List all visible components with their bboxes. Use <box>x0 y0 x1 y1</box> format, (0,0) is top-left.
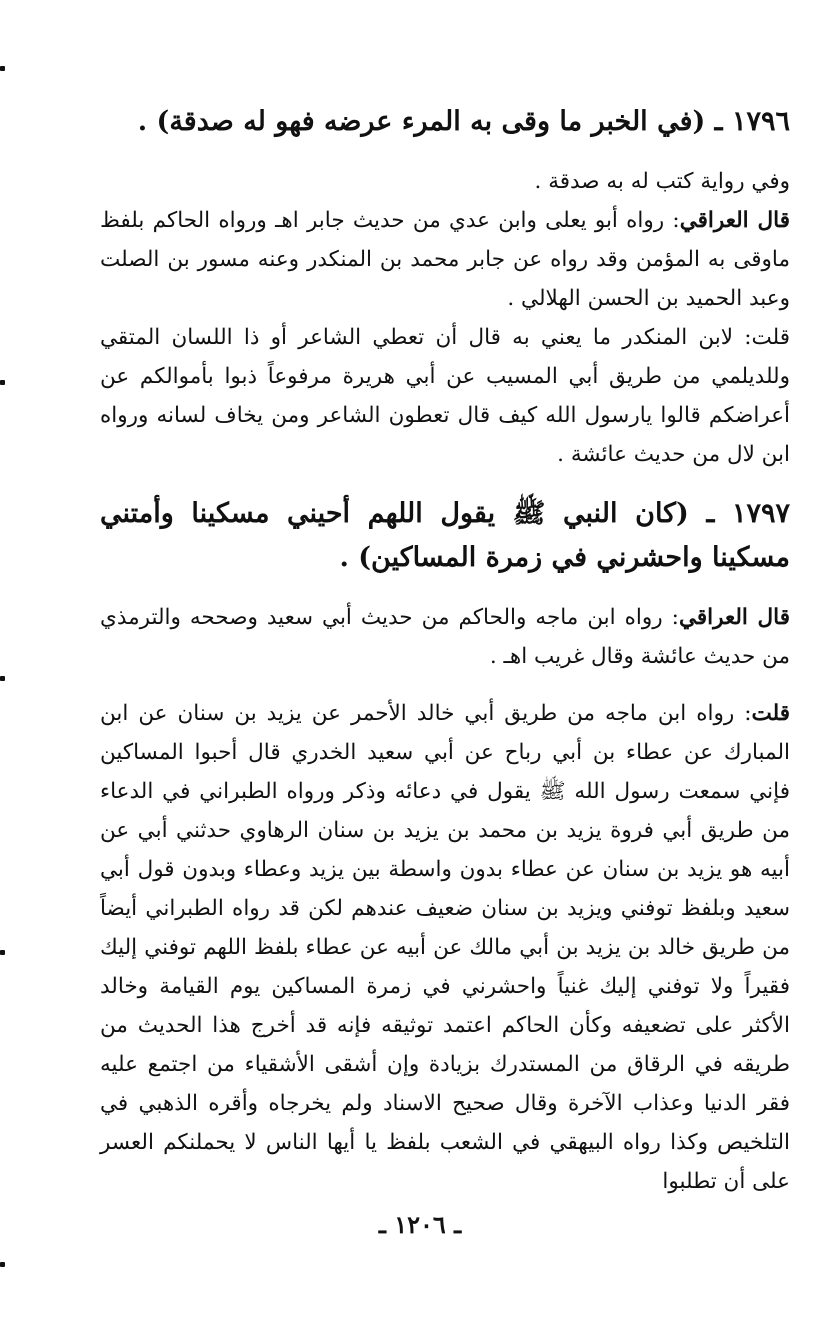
entry-number: ١٧٩٦ <box>731 106 790 137</box>
scan-mark <box>0 676 5 681</box>
paragraph-text: : رواه ابن ماجه والحاكم من حديث أبي سعيد وصححه والترمذي من حديث عائشة وقال غريب اهـ . <box>100 605 790 669</box>
paragraph-text: : رواه أبو يعلى وابن عدي من حديث جابر اهـ ورواه الحاكم بلفظ ماوقى به المؤمن وقد رواه عن جابر محمد بن المنكدر وعنه مسور بن الصلت وعبد الحميد بن الحسن الهلالي . <box>100 208 790 311</box>
paragraph-text: : رواه ابن ماجه من طريق أبي خالد الأحمر عن يزيد بن سنان عن ابن المبارك عن عطاء بن أبي رباح عن أبي سعيد الخدري قال أحبوا المساكين فإني سمعت رسول الله ﷺ يقول في دعائه وذكر ورواه الطبراني في الدعاء من طريق أبي فروة يزيد بن محمد بن يزيد بن سنان الرهاوي حدثني أبي عن أبيه هو يزيد بن سنان عن عطاء بدون واسطة بين يزيد وعطاء وبدون قول أبي سعيد وبلفظ توفني ويزيد بن سنان ضعيف عندهم لكن قد رواه الطبراني أيضاً من طريق خالد بن يزيد بن أبي مالك عن أبيه عن عطاء بلفظ اللهم توفني إليك فقيراً ولا توفني إليك غنياً واحشرني في زمرة المساكين يوم القيامة وخالد الأكثر على تضعيفه وكأن الحاكم اعتمد توثيقه فإنه قد أخرج هذا الحديث من طريقه في الرقاق من المستدرك بزيادة وإن أشقى الأشقياء من اجتمع عليه فقر الدنيا وعذاب الآخرة وقال صحيح الاسناد ولم يخرجاه وأقره الذهبي في التلخيص وكذا رواه البيهقي في الشعب بلفظ يا أيها الناس لا يحملنكم العسر على أن تطلبوا <box>100 701 790 1194</box>
scan-mark <box>0 66 5 71</box>
entry-number: ١٧٩٧ <box>731 498 790 529</box>
paragraph <box>100 694 790 1201</box>
entry-heading <box>100 100 790 144</box>
paragraph <box>100 201 790 318</box>
paragraph-label: قلت <box>751 701 790 726</box>
entry-1797 <box>100 492 790 1201</box>
entry-dash: ـ <box>688 498 732 529</box>
scan-mark <box>0 380 5 385</box>
scan-mark <box>0 950 5 955</box>
paragraph-text: وفي رواية كتب له به صدقة . <box>534 169 790 194</box>
paragraph-label: قال العراقي <box>679 208 790 233</box>
paragraph-label: قال العراقي <box>678 605 790 630</box>
paragraph <box>100 162 790 201</box>
scan-mark <box>0 1262 5 1267</box>
page-number: ـ ١٢٠٦ ـ <box>378 1210 462 1239</box>
entry-title: (في الخبر ما وقى به المرء عرضه فهو له صدقة) . <box>137 106 706 137</box>
entry-heading <box>100 492 790 580</box>
paragraph <box>100 598 790 676</box>
page-body <box>100 100 790 1201</box>
entry-title: (كان النبي ﷺ يقول اللهم أحيني مسكينا وأمتني مسكينا واحشرني في زمرة المساكين) . <box>100 498 790 573</box>
entry-dash: ـ <box>705 106 732 137</box>
entry-1796 <box>100 100 790 474</box>
paragraph-text: قلت: لابن المنكدر ما يعني به قال أن تعطي الشاعر أو ذا اللسان المتقي وللديلمي من طريق أبي المسيب عن أبي هريرة مرفوعاً ذبوا بأموالكم عن أعراضكم قالوا يارسول الله كيف قال تعطون الشاعر ومن يخاف لسانه ورواه ابن لال من حديث عائشة . <box>100 325 790 467</box>
paragraph <box>100 318 790 474</box>
